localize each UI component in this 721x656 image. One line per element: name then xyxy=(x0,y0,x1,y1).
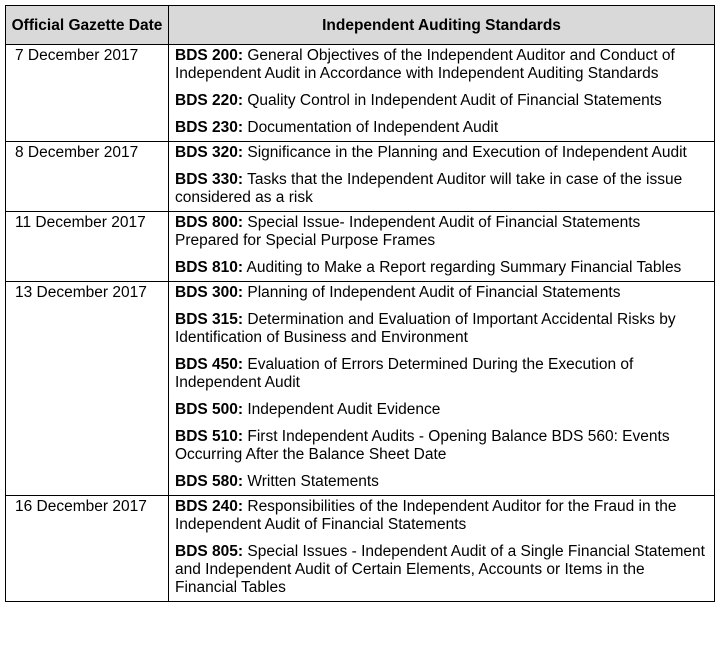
standard-code: BDS 315: xyxy=(175,311,244,328)
standard-entry xyxy=(175,543,708,597)
standard-entry xyxy=(175,144,708,162)
gazette-date: 16 December 2017 xyxy=(6,496,169,602)
gazette-date: 7 December 2017 xyxy=(6,45,169,142)
table-row xyxy=(6,212,715,282)
standard-entry xyxy=(175,171,708,207)
standard-entry xyxy=(175,401,708,419)
gazette-standards-table xyxy=(5,5,715,602)
standard-entry xyxy=(175,356,708,392)
gazette-date: 13 December 2017 xyxy=(6,282,169,496)
standards-cell xyxy=(169,282,715,496)
standard-title: Responsibilities of the Independent Auditor for the Fraud in the Independent Audit of Financial Statements xyxy=(175,498,677,533)
standard-code: BDS 800: xyxy=(175,214,244,231)
standard-entry xyxy=(175,47,708,83)
standard-title: Auditing to Make a Report regarding Summary Financial Tables xyxy=(243,259,682,276)
standard-entry xyxy=(175,119,708,137)
standard-code: BDS 220: xyxy=(175,92,244,109)
header-date: Official Gazette Date xyxy=(6,6,169,45)
standard-title: Special Issue- Independent Audit of Financial Statements Prepared for Special Purpose Frames xyxy=(175,214,641,249)
standard-title: Quality Control in Independent Audit of Financial Statements xyxy=(243,92,662,109)
standard-title: Written Statements xyxy=(243,473,379,490)
standard-title: Determination and Evaluation of Important Accidental Risks by Identification of Business and Environment xyxy=(175,311,676,346)
header-row xyxy=(6,6,715,45)
standard-code: BDS 810: xyxy=(175,259,244,276)
header-standards: Independent Auditing Standards xyxy=(169,6,715,45)
gazette-date: 8 December 2017 xyxy=(6,142,169,212)
table-row xyxy=(6,496,715,602)
standard-code: BDS 320: xyxy=(175,144,244,161)
standard-code: BDS 300: xyxy=(175,284,244,301)
standard-title: Planning of Independent Audit of Financial Statements xyxy=(243,284,621,301)
standards-cell xyxy=(169,45,715,142)
standard-title: Significance in the Planning and Execution of Independent Audit xyxy=(243,144,687,161)
standard-entry xyxy=(175,498,708,534)
gazette-date: 11 December 2017 xyxy=(6,212,169,282)
standard-title: Special Issues - Independent Audit of a Single Financial Statement and Independent Audit of Certain Elements, Accounts or Items in the Financial Tables xyxy=(175,543,705,596)
standard-entry xyxy=(175,284,708,302)
standard-code: BDS 510: xyxy=(175,428,244,445)
standard-title: Tasks that the Independent Auditor will take in case of the issue considered as a risk xyxy=(175,171,683,206)
standard-title: First Independent Audits - Opening Balance BDS 560: Events Occurring After the Balance Sheet Date xyxy=(175,428,670,463)
standard-entry xyxy=(175,428,708,464)
standard-code: BDS 240: xyxy=(175,498,244,515)
standard-title: Documentation of Independent Audit xyxy=(243,119,499,136)
standards-cell xyxy=(169,496,715,602)
standard-code: BDS 580: xyxy=(175,473,244,490)
table-row xyxy=(6,142,715,212)
standard-title: Independent Audit Evidence xyxy=(243,401,441,418)
table-row xyxy=(6,282,715,496)
standard-entry xyxy=(175,259,708,277)
standards-cell xyxy=(169,212,715,282)
standard-code: BDS 500: xyxy=(175,401,244,418)
table-row xyxy=(6,45,715,142)
table-body xyxy=(6,45,715,602)
standard-entry xyxy=(175,311,708,347)
standard-code: BDS 330: xyxy=(175,171,244,188)
standards-cell xyxy=(169,142,715,212)
standard-code: BDS 450: xyxy=(175,356,244,373)
standard-code: BDS 200: xyxy=(175,47,244,64)
standard-title: Evaluation of Errors Determined During the Execution of Independent Audit xyxy=(175,356,634,391)
standard-title: General Objectives of the Independent Auditor and Conduct of Independent Audit in Accordance with Independent Auditing Standards xyxy=(175,47,675,82)
standard-entry xyxy=(175,92,708,110)
standard-code: BDS 230: xyxy=(175,119,244,136)
standard-code: BDS 805: xyxy=(175,543,244,560)
standard-entry xyxy=(175,473,708,491)
standard-entry xyxy=(175,214,708,250)
